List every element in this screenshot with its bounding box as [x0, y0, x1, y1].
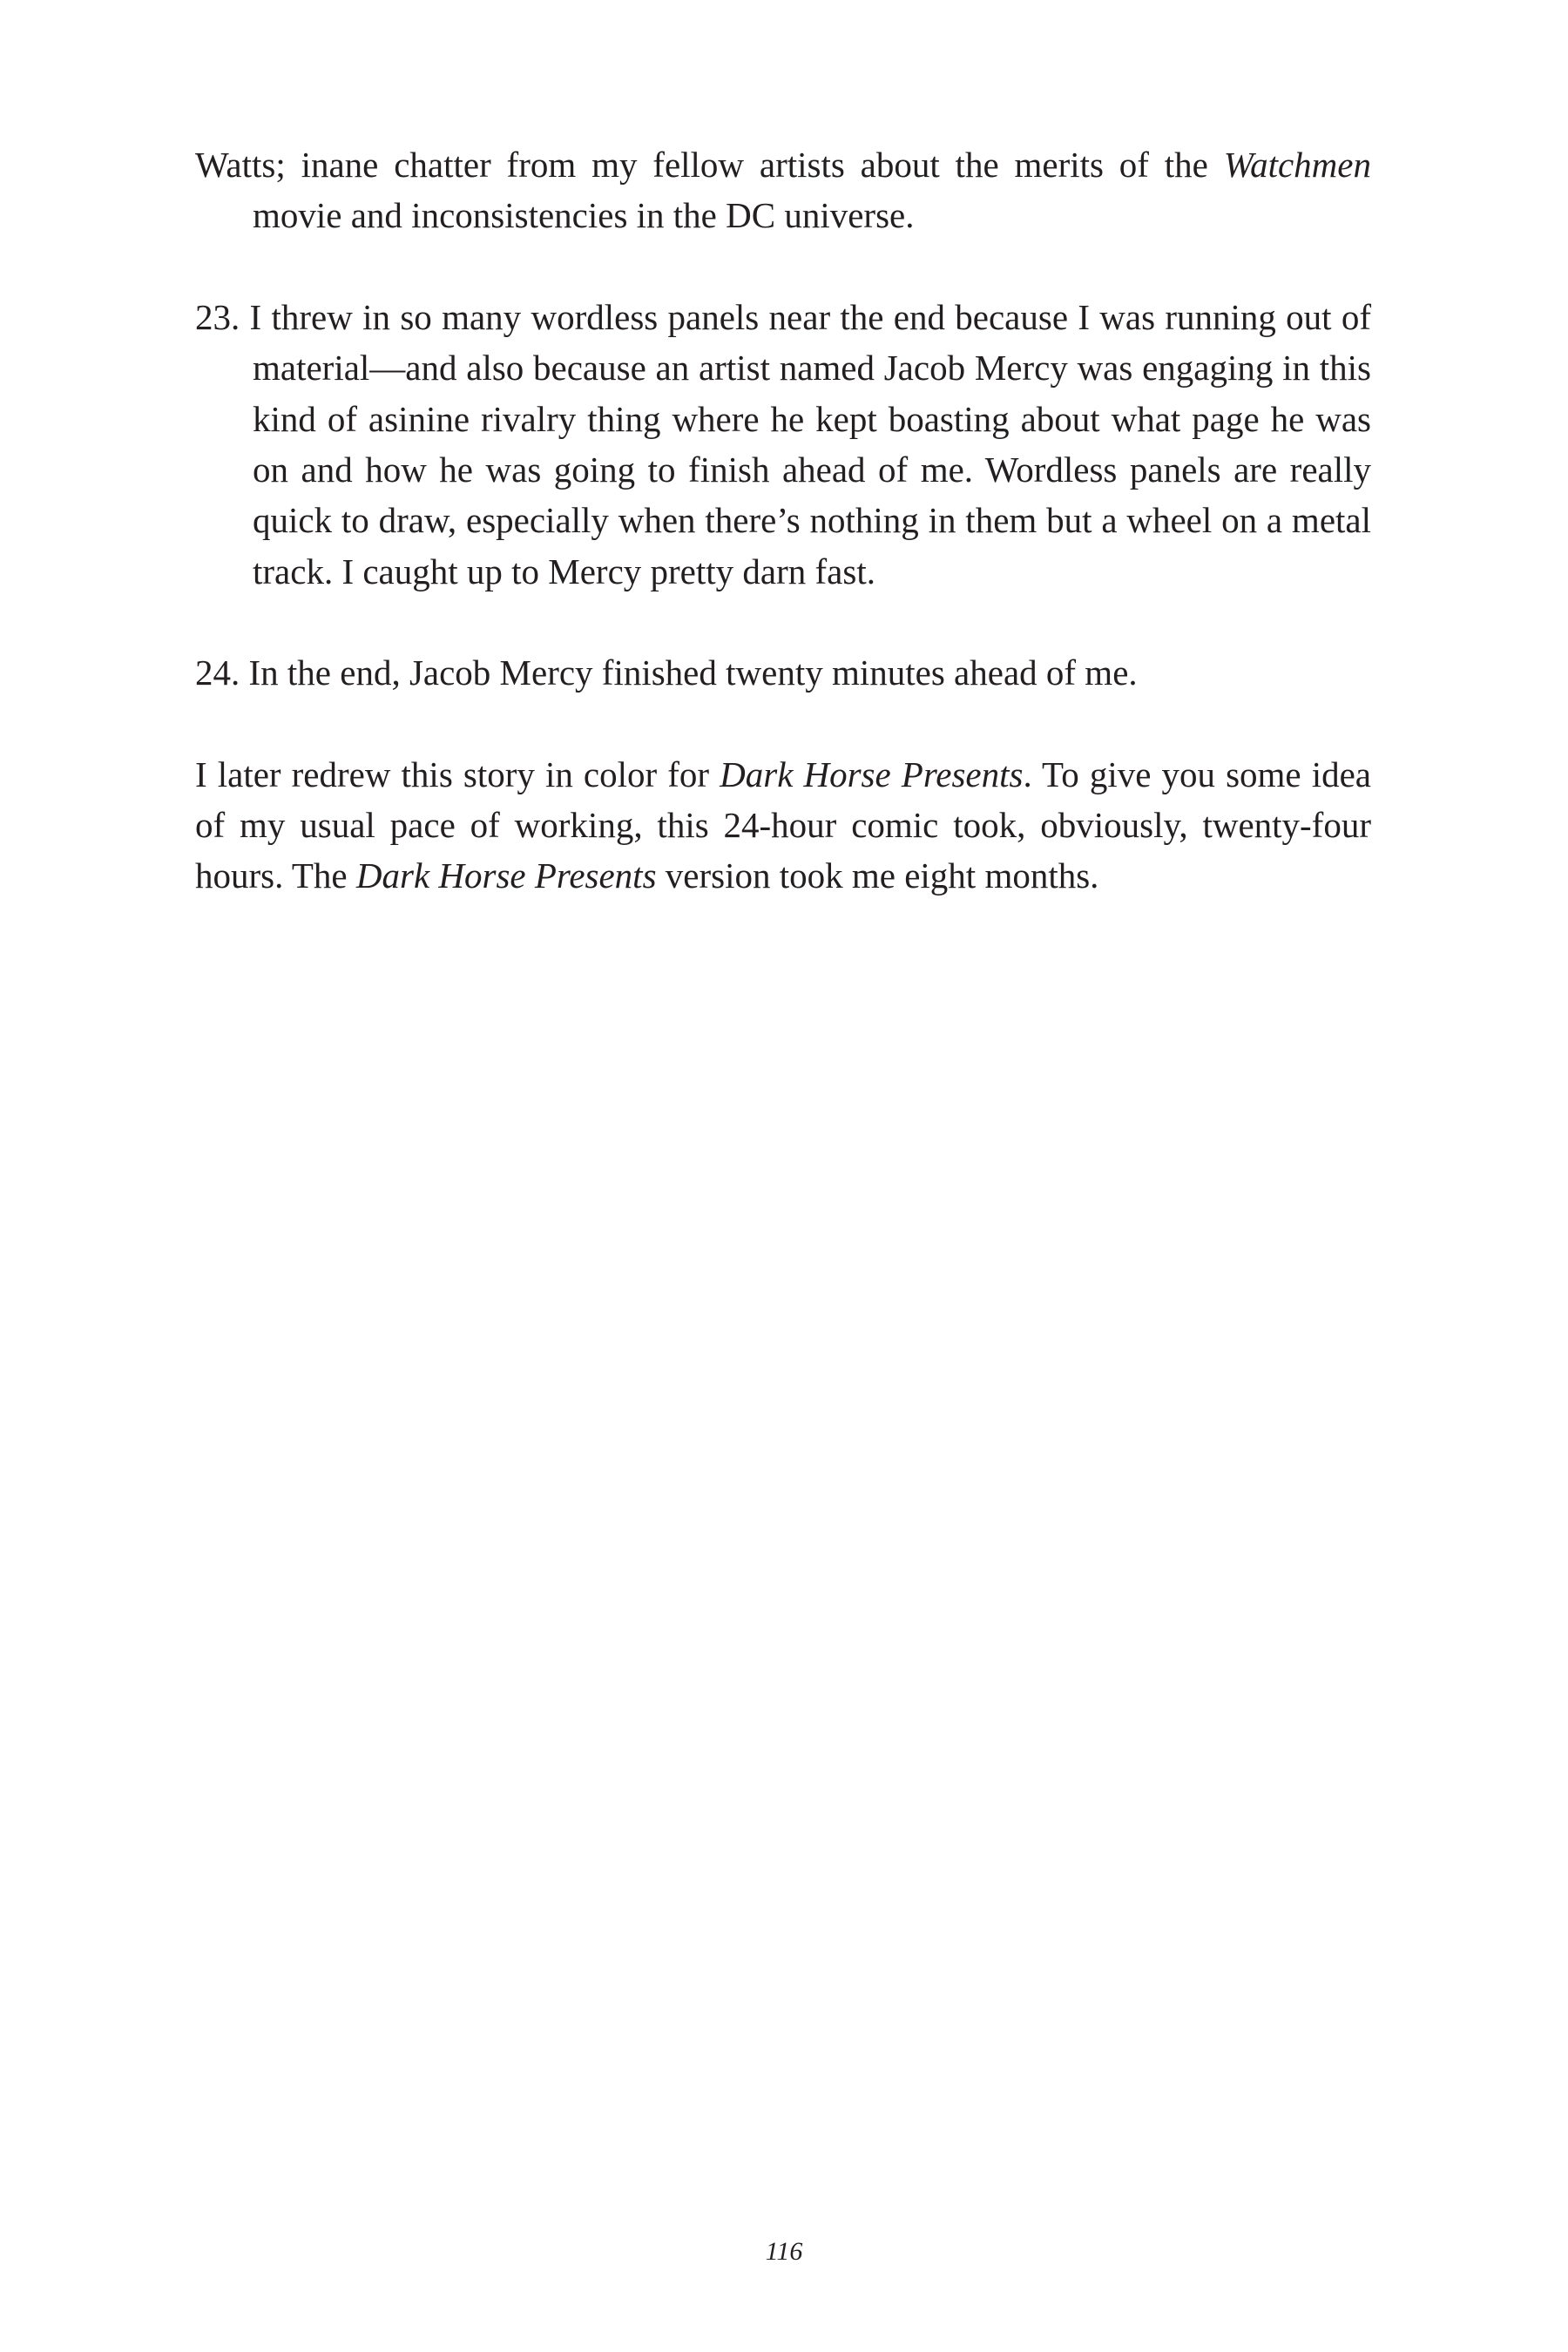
text-run: movie and inconsistencies in the DC universe.: [253, 195, 915, 236]
italic-title: Dark Horse Presents: [355, 855, 657, 896]
list-item-text: I threw in so many wordless panels near the end because I was running out of material—and also because an artist named Jacob Mercy was engaging in this kind of asinine rivalry thing where he kept boasting about what page he was on and how he was going to finish ahead of me. Wordless panels are really quick to draw, especially when there’s nothing in them but a wheel on a metal track. I caught up to Mercy pretty darn fast.: [249, 296, 1372, 591]
text-run: I later redrew this story in color for: [195, 754, 720, 794]
text-run: version took me eight months.: [656, 855, 1099, 896]
list-number: 23.: [195, 296, 240, 337]
list-item-23: [195, 292, 1371, 597]
continued-list-item: [195, 139, 1371, 241]
text-run: Watts; inane chatter from my fellow artists about the merits of the: [195, 145, 1224, 185]
text-run: . To give you some idea of my usual pace of working, this 24-hour comic took, obviously, twenty-four hours. The: [195, 754, 1371, 896]
page-number: 116: [765, 2237, 803, 2266]
italic-title: Watchmen: [1223, 145, 1371, 185]
list-item-24: [195, 647, 1371, 698]
closing-paragraph: [195, 749, 1371, 902]
list-number: 24.: [195, 652, 240, 693]
italic-title: Dark Horse Presents: [720, 754, 1024, 794]
list-item-text: In the end, Jacob Mercy finished twenty minutes ahead of me.: [248, 652, 1138, 693]
page-body: [195, 139, 1371, 902]
